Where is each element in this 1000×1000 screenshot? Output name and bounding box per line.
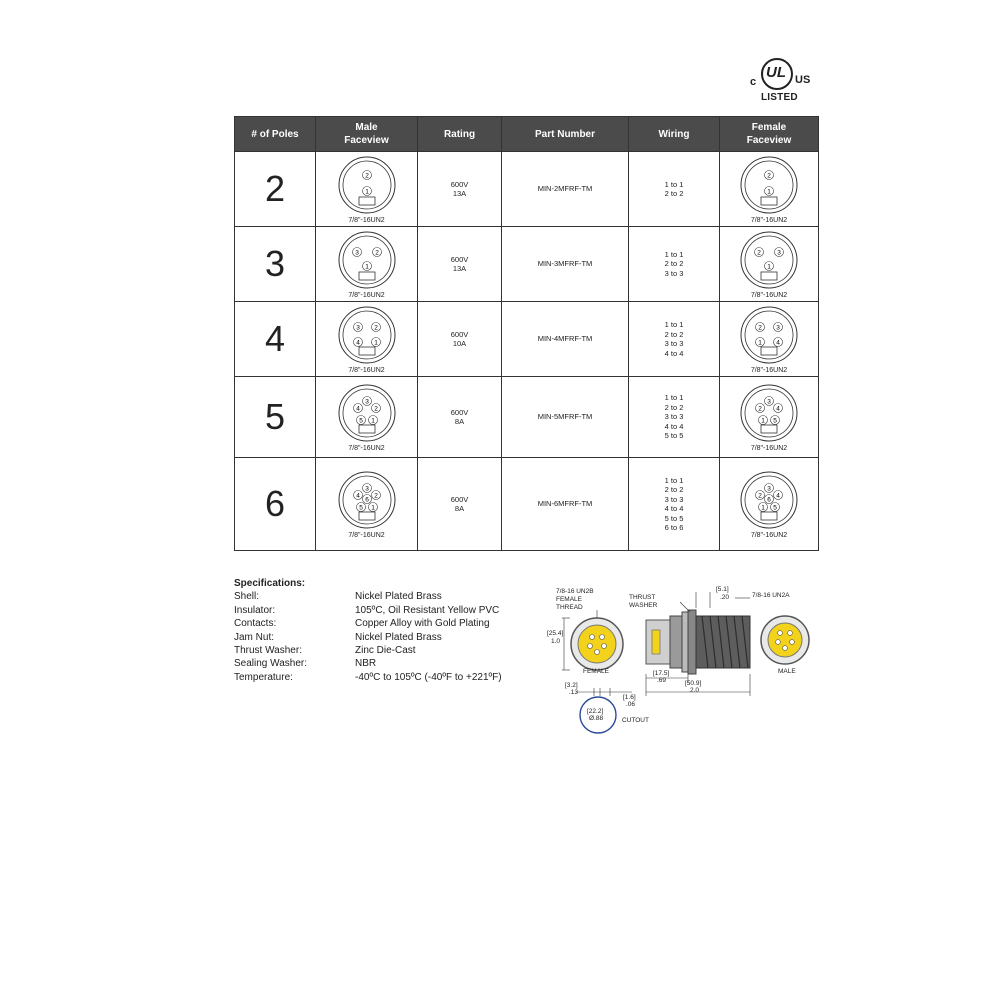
thread-spec: 7/8"-16UN2 (750, 292, 788, 299)
pole-count: 4 (235, 302, 316, 377)
pin-number: 2 (758, 492, 762, 500)
table-header-row (235, 117, 819, 152)
wiring-line: 5 to 5 (664, 431, 684, 441)
spec-key: Insulator: (234, 604, 276, 616)
pin-number: 3 (364, 398, 369, 406)
female-faceview-cell (720, 377, 819, 458)
wiring-line: 2 to 2 (664, 485, 684, 494)
female-faceview (720, 382, 818, 452)
specifications-section (234, 577, 502, 684)
spec-key: Temperature: (234, 671, 293, 683)
dim-d-in: .06 (626, 701, 636, 708)
female-faceview-5-pole (737, 382, 801, 444)
wiring-line: 4 to 4 (664, 504, 684, 513)
wiring-line: 3 to 3 (664, 412, 684, 422)
part-number: MIN-2MFRF-TM (502, 152, 629, 227)
header-female-faceview (720, 117, 819, 152)
thread-spec: 7/8"-16UN2 (348, 367, 385, 374)
wiring-cell (629, 302, 720, 377)
male-view-label: MALE (778, 668, 796, 675)
pin-number: 4 (355, 405, 360, 413)
pin-number: 5 (358, 504, 363, 512)
pin-number: 2 (374, 249, 379, 257)
pole-count: 5 (235, 377, 316, 458)
spec-key: Jam Nut: (234, 631, 275, 643)
pin-number: 2 (364, 172, 369, 180)
rating-current: 8A (454, 504, 465, 513)
dimension-drawing (540, 580, 810, 740)
pin-number: 6 (364, 496, 369, 504)
pin-number: 3 (777, 249, 781, 257)
spec-value: -40ºC to 105ºC (-40ºF to +221ºF) (355, 671, 502, 683)
spec-key: Shell: (234, 591, 260, 603)
female-faceview-cell (720, 302, 819, 377)
female-faceview (720, 229, 818, 299)
ul-letters: UL (766, 64, 786, 81)
spec-value: NBR (355, 658, 377, 670)
pin-number: 4 (776, 405, 780, 413)
pin-number: 2 (758, 405, 762, 413)
pin-number: 3 (354, 249, 359, 257)
rating-cell (418, 152, 502, 227)
header-poles: # of Poles (235, 117, 316, 152)
pin-number: 1 (370, 417, 375, 425)
female-faceview-cell (720, 458, 819, 551)
wiring-line: 3 to 3 (664, 268, 684, 278)
thread-spec: 7/8"-16UN2 (750, 217, 788, 224)
pin-number: 3 (364, 485, 369, 493)
table-row (235, 458, 819, 551)
female-faceview-cell (720, 152, 819, 227)
cutout-dia-mm: [22.2] (587, 708, 604, 715)
pole-count: 6 (235, 458, 316, 551)
female-faceview-3-pole (737, 229, 801, 291)
rating-voltage: 600V (450, 494, 469, 504)
faceview-key-notch (359, 272, 375, 280)
wiring-cell (629, 227, 720, 302)
pin-number: 3 (767, 398, 771, 406)
table-row (235, 377, 819, 458)
pin-number: 5 (773, 504, 777, 512)
diameter-in: 1.0 (551, 638, 561, 645)
rating-current: 10A (452, 339, 467, 348)
pin-number: 2 (757, 249, 761, 257)
pin-number: 1 (767, 188, 771, 196)
rating-current: 8A (454, 417, 465, 426)
spec-key: Sealing Washer: (234, 658, 307, 670)
wiring-line: 2 to 2 (664, 329, 684, 339)
pin-number: 1 (767, 263, 771, 271)
rating-current: 13A (452, 264, 467, 273)
pin-number: 1 (761, 417, 765, 425)
part-number: MIN-3MFRF-TM (502, 227, 629, 302)
wiring-line: 3 to 3 (664, 494, 684, 504)
pole-count: 2 (235, 152, 316, 227)
pole-count: 3 (235, 227, 316, 302)
header-rating: Rating (418, 117, 502, 152)
spec-value: Nickel Plated Brass (355, 591, 442, 603)
wiring-line: 1 to 1 (664, 249, 684, 259)
faceview-key-notch (761, 512, 777, 520)
header-female-line2: Faceview (746, 135, 792, 146)
faceview-key-notch (761, 347, 777, 355)
header-male-faceview (316, 117, 418, 152)
pin-number: 5 (358, 417, 363, 425)
pin-number: 4 (355, 492, 360, 500)
pin-number: 1 (370, 504, 375, 512)
ul-us-letters: US (795, 74, 811, 86)
spec-row (234, 590, 502, 603)
spec-row (234, 657, 502, 670)
part-number: MIN-5MFRF-TM (502, 377, 629, 458)
thread-spec: 7/8"-16UN2 (348, 217, 385, 224)
connector-table (234, 116, 819, 551)
thread-spec: 7/8"-16UN2 (750, 367, 788, 374)
pin-number: 3 (767, 485, 771, 493)
male-faceview-cell (316, 302, 418, 377)
pin-number: 2 (373, 405, 378, 413)
pin-number: 1 (364, 263, 369, 271)
female-front-view (562, 610, 623, 670)
pin-number: 2 (373, 492, 378, 500)
female-faceview-2-pole (737, 154, 801, 216)
male-faceview (316, 304, 417, 374)
thrust-washer-label-1: THRUST (629, 594, 656, 601)
wiring-line: 1 to 1 (664, 393, 684, 403)
pin-number: 1 (758, 339, 762, 347)
faceview-key-notch (761, 272, 777, 280)
pin-number: 1 (761, 504, 765, 512)
rating-voltage: 600V (450, 254, 469, 264)
faceview-key-notch (761, 197, 777, 205)
dim-top-in: .20 (720, 594, 730, 601)
part-number: MIN-4MFRF-TM (502, 302, 629, 377)
pin-number: 4 (776, 339, 780, 347)
rating-voltage: 600V (450, 407, 469, 417)
dim-b-in: 2.0 (690, 687, 700, 694)
male-faceview-cell (316, 227, 418, 302)
female-faceview (720, 154, 818, 224)
faceview-key-notch (359, 347, 375, 355)
spec-value: 105ºC, Oil Resistant Yellow PVC (355, 604, 500, 616)
male-faceview-3-pole (335, 229, 399, 291)
header-male-line2: Faceview (344, 135, 389, 146)
male-faceview (316, 154, 417, 224)
dim-a-mm: [17.5] (653, 670, 670, 677)
dim-c-mm: [3.2] (565, 682, 578, 689)
rating-current: 13A (452, 189, 467, 198)
header-female-line1: Female (751, 122, 787, 133)
male-front-view (761, 616, 809, 664)
pin-number: 1 (364, 188, 369, 196)
rating-voltage: 600V (450, 179, 469, 189)
male-faceview-4-pole (335, 304, 399, 366)
pin-number: 3 (355, 324, 360, 332)
rating-cell (418, 302, 502, 377)
male-thread-label: 7/8-16 UN2A (752, 592, 790, 599)
female-thread-label-2: FEMALE (556, 596, 583, 603)
female-faceview-4-pole (737, 304, 801, 366)
spec-value: Nickel Plated Brass (355, 631, 442, 643)
dim-top-mm: [5.1] (716, 586, 729, 593)
wiring-line: 2 to 2 (664, 402, 684, 412)
wiring-line: 4 to 4 (664, 421, 684, 431)
wiring-line: 5 to 5 (664, 513, 684, 523)
spec-key: Thrust Washer: (234, 645, 302, 657)
male-faceview (316, 229, 417, 299)
pin-number: 2 (373, 324, 378, 332)
pin-number: 6 (767, 496, 771, 504)
thread-spec: 7/8"-16UN2 (348, 532, 385, 539)
spec-row (234, 631, 502, 644)
spec-value: Zinc Die-Cast (355, 645, 416, 657)
wiring-line: 4 to 4 (664, 348, 684, 358)
ul-c-letter: c (750, 76, 757, 88)
male-faceview (316, 469, 417, 539)
faceview-key-notch (359, 512, 375, 520)
thrust-washer-label-2: WASHER (629, 602, 658, 609)
ul-listed-text: LISTED (761, 92, 798, 103)
spec-row (234, 644, 502, 657)
male-faceview-2-pole (335, 154, 399, 216)
faceview-key-notch (761, 425, 777, 433)
thread-spec: 7/8"-16UN2 (348, 445, 385, 452)
cutout-dia-in: Ø.88 (589, 715, 604, 722)
pin-number: 3 (776, 324, 780, 332)
rating-cell (418, 227, 502, 302)
cutout-label: CUTOUT (622, 717, 649, 724)
male-faceview-cell (316, 458, 418, 551)
rating-voltage: 600V (450, 329, 469, 339)
male-faceview (316, 382, 417, 452)
male-faceview-cell (316, 377, 418, 458)
pin-number: 1 (373, 339, 378, 347)
spec-row (234, 604, 502, 617)
male-faceview-5-pole (335, 382, 399, 444)
header-wiring: Wiring (629, 117, 720, 152)
pin-number: 4 (355, 339, 360, 347)
female-thread-label-3: THREAD (556, 604, 583, 611)
female-thread-label-1: 7/8-16 UN2B (556, 588, 594, 595)
table-row (235, 227, 819, 302)
wiring-line: 2 to 2 (664, 189, 684, 198)
male-faceview-cell (316, 152, 418, 227)
header-part-number: Part Number (502, 117, 629, 152)
wiring-line: 3 to 3 (664, 339, 684, 348)
spec-row (234, 617, 502, 630)
female-faceview-cell (720, 227, 819, 302)
thread-spec: 7/8"-16UN2 (750, 445, 788, 452)
wiring-cell (629, 152, 720, 227)
female-faceview-6-pole (737, 469, 801, 531)
dim-c-in: .13 (569, 689, 579, 696)
pin-number: 4 (776, 492, 780, 500)
diameter-mm: [25.4] (547, 630, 564, 637)
pin-number: 2 (758, 324, 762, 332)
pin-number: 2 (767, 172, 771, 180)
female-faceview (720, 304, 818, 374)
dim-b-mm: [50.9] (685, 680, 702, 687)
table-row (235, 152, 819, 227)
pin-number: 5 (773, 417, 777, 425)
spec-row (234, 671, 502, 684)
wiring-line: 6 to 6 (664, 523, 684, 532)
thread-spec: 7/8"-16UN2 (750, 532, 788, 539)
faceview-key-notch (359, 425, 375, 433)
header-male-line1: Male (355, 122, 378, 133)
specifications-heading: Specifications: (234, 578, 306, 589)
wiring-line: 1 to 1 (664, 179, 684, 189)
female-faceview (720, 469, 818, 539)
spec-key: Contacts: (234, 618, 277, 630)
wiring-line: 2 to 2 (664, 259, 684, 269)
wiring-cell (629, 377, 720, 458)
part-number: MIN-6MFRF-TM (502, 458, 629, 551)
faceview-key-notch (359, 197, 375, 205)
table-row (235, 302, 819, 377)
spec-value: Copper Alloy with Gold Plating (355, 618, 490, 630)
dim-d-mm: [1.6] (623, 694, 636, 701)
rating-cell (418, 458, 502, 551)
dim-a-in: .69 (657, 677, 667, 684)
male-faceview-6-pole (335, 469, 399, 531)
female-view-label: FEMALE (583, 668, 610, 675)
wiring-cell (629, 458, 720, 551)
rating-cell (418, 377, 502, 458)
wiring-line: 1 to 1 (664, 320, 684, 329)
wiring-line: 1 to 1 (664, 475, 684, 485)
thread-spec: 7/8"-16UN2 (348, 292, 385, 299)
ul-listed-mark (748, 54, 810, 104)
